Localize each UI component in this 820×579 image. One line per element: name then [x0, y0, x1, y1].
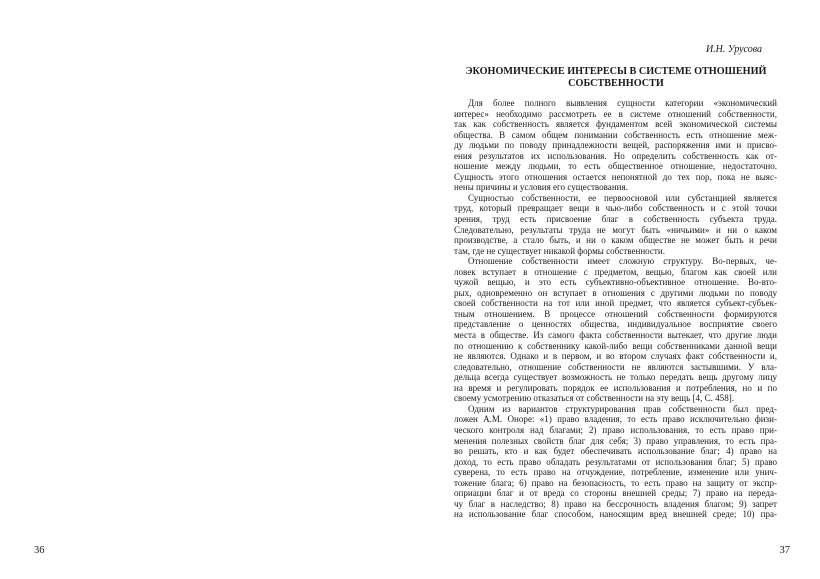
body-line: труд, который превращает вещи в чью-либо собственность и с этой точки	[454, 203, 777, 214]
body-line: Одним из вариантов структурирования прав собственности был пред-	[468, 403, 777, 414]
body-line: следовательно, отношение собственности не являются застывшими. У вла-	[454, 361, 777, 372]
body-line: ношение между людьми, то есть общественное отношение, недостаточно.	[454, 161, 777, 172]
running-header-author: И.Н. Урусова	[705, 44, 762, 55]
body-line: оприации благ и от вреда со стороны внешней среды; 7) право на переда-	[454, 488, 777, 499]
body-line: не являются. Однако и в первом, и во втором случаях факт собственности и,	[454, 351, 777, 362]
body-line: тожение блага; 6) право на безопасность, то есть право на защиту от экспр-	[454, 477, 777, 488]
body-line: во решать, кто и как будет обеспечивать использование благ; 4) право на	[454, 446, 777, 457]
body-line: так как собственность является фундаментом всей экономической системы	[454, 119, 777, 130]
body-line: доход, то есть право обладать результатами от использования благ; 5) право	[454, 456, 777, 467]
body-line: интерес» необходимо рассмотреть ее в системе отношений собственности,	[454, 108, 777, 119]
article-body	[454, 98, 777, 520]
body-line: дельца всегда существует возможность не только передать вещь другому лицу	[454, 372, 777, 383]
left-page-number: 36	[34, 545, 45, 556]
body-line: ловек вступает в отношение с предметом, вещью, благом как своей или	[454, 266, 777, 277]
article-title-line: ЭКОНОМИЧЕСКИЕ ИНТЕРЕСЫ В СИСТЕМЕ ОТНОШЕНИЙ	[465, 66, 767, 77]
body-line: нены причины и условия его существования.	[454, 182, 628, 193]
body-line: ду людьми по поводу принадлежности вещей, распоряжения ими и присво-	[454, 140, 777, 151]
body-line: Следовательно, результаты труда не могут быть «ничьими» и ни о каком	[454, 224, 777, 235]
body-line: суверена, то есть право на отчуждение, потребление, изменение или унич-	[454, 467, 777, 478]
body-line: чу благ в наследство; 8) право на бессрочность владения благом; 9) запрет	[454, 498, 777, 509]
body-line: ческого контроля над благами; 2) право использования, то есть право при-	[454, 424, 777, 435]
body-line: на время и регулировать порядок ее использования и потребления, но и по	[454, 382, 777, 393]
body-line: общества. В самом общем понимании собственность есть отношение меж-	[454, 129, 777, 140]
body-line: ложен А.М. Оноре: «1) право владения, то есть право исключительно физи-	[454, 414, 777, 425]
body-line: ения результатов их использования. Но определить собственность как от-	[454, 150, 777, 161]
right-page	[410, 0, 820, 579]
body-line: Сущность этого отношения остается непонятной до тех пор, пока не выяс-	[454, 171, 777, 182]
body-line: по отношению к собственнику какой-либо вещи собственниками данной вещи	[454, 340, 777, 351]
body-line: своей собственности на тот или иной предмет, что является субъект-субъек-	[454, 298, 777, 309]
body-line: Сущностью собственности, ее первоосновой или субстанцией является	[468, 192, 777, 203]
body-line: менения полезных свойств благ для себя; 3) право управления, то есть пра-	[454, 435, 777, 446]
body-line: рых, одновременно он вступает в отношения с другими людьми по поводу	[454, 287, 777, 298]
body-line: тным отношением. В процессе отношений собственности формируются	[454, 308, 777, 319]
article-title-line: СОБСТВЕННОСТИ	[568, 78, 664, 89]
body-line: своему усмотрению отказаться от собственности на эту вещь [4, С. 458].	[454, 393, 735, 404]
body-line: на использование благ способом, наносящим вред внешней среде; 10) пра-	[454, 509, 777, 520]
body-line: там, где не существует никакой формы собственности.	[454, 245, 665, 256]
body-line: места в обществе. Из самого факта собственности вытекает, что другие люди	[454, 330, 777, 341]
body-line: зрения, труд есть присвоение благ в собственность субъекта труда.	[454, 214, 777, 225]
body-line: производстве, а стало быть, и ни о каком обществе не может быть и речи	[454, 235, 777, 246]
body-line: представление о ценностях общества, индивидуальное восприятие своего	[454, 319, 777, 330]
article-title	[450, 66, 782, 90]
body-line: Для более полного выявления сущности категории «экономический	[468, 98, 777, 108]
body-line: чужой вещью, и это есть субъективно-объективное отношение. Во-вто-	[454, 277, 777, 288]
body-line: Отношение собственности имеет сложную структуру. Во-первых, че-	[468, 256, 777, 267]
right-page-number: 37	[779, 545, 790, 556]
